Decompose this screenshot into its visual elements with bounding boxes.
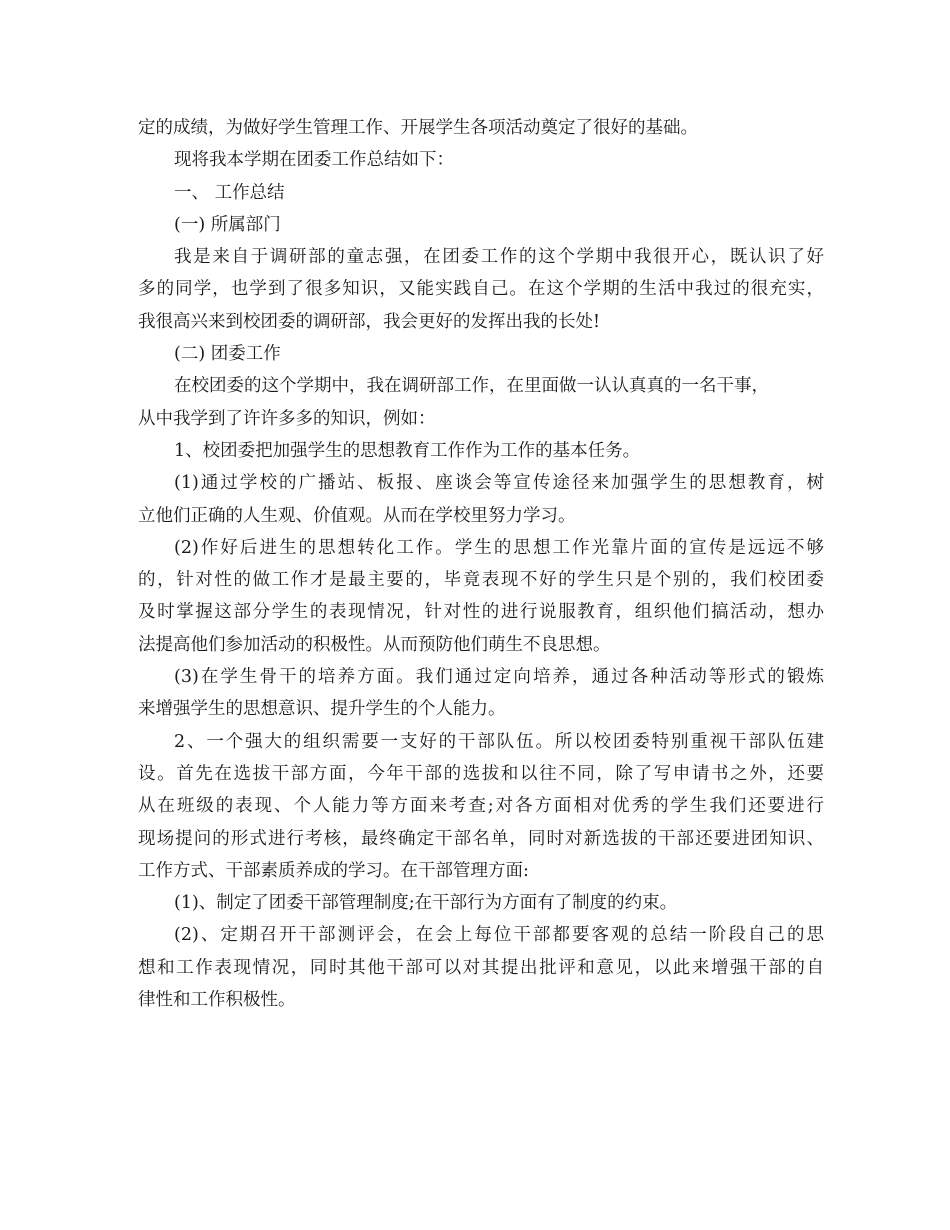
text-line: 在校团委的这个学期中，我在调研部工作，在里面做一认认真真的一名干事，: [174, 376, 769, 397]
text-line: 律性和工作积极性。: [138, 990, 296, 1011]
text-line: 想和工作表现情况，同时其他干部可以对其提出批评和意见，以此来增强干部的自: [138, 957, 824, 978]
text-line: 来增强学生的思想意识、提升学生的个人能力。: [138, 699, 506, 720]
text-line: 现将我本学期在团委工作总结如下：: [174, 150, 454, 171]
text-line: 的，针对性的做工作才是最主要的，毕竟表现不好的学生只是个别的，我们校团委: [138, 570, 824, 591]
text-line: 我很高兴来到校团委的调研部，我会更好的发挥出我的长处!: [138, 311, 601, 332]
document-body: [138, 112, 824, 1016]
text-line: 多的同学，也学到了很多知识，又能实践自己。在这个学期的生活中我过的很充实，: [138, 279, 824, 300]
text-line: 从中我学到了许许多多的知识，例如：: [138, 408, 436, 429]
text-line: (1)、制定了团委干部管理制度;在干部行为方面有了制度的约束。: [174, 893, 678, 914]
text-line: 设。首先在选拔干部方面，今年干部的选拔和以往不同，除了写申请书之外，还要: [138, 763, 824, 784]
section-heading: 一、 工作总结: [174, 182, 285, 203]
text-line: (3)在学生骨干的培养方面。我们通过定向培养，通过各种活动等形式的锻炼: [174, 667, 824, 688]
text-line: (2)作好后进生的思想转化工作。学生的思想工作光靠片面的宣传是远远不够: [174, 537, 824, 558]
text-line: 定的成绩，为做好学生管理工作、开展学生各项活动奠定了很好的基础。: [138, 118, 698, 138]
text-line: 及时掌握这部分学生的表现情况，针对性的进行说服教育，组织他们搞活动，想办: [138, 602, 824, 623]
text-line: (1)通过学校的广播站、板报、座谈会等宣传途径来加强学生的思想教育，树: [174, 473, 824, 494]
text-line: 1、校团委把加强学生的思想教育工作作为工作的基本任务。: [174, 440, 641, 461]
subsection-heading: (一) 所属部门: [174, 214, 281, 235]
text-line: 工作方式、干部素质养成的学习。在干部管理方面:: [138, 860, 529, 881]
text-line: 立他们正确的人生观、价值观。从而在学校里努力学习。: [138, 505, 576, 526]
text-line: 我是来自于调研部的童志强，在团委工作的这个学期中我很开心，既认识了好: [174, 247, 824, 268]
text-line: 现场提问的形式进行考核，最终确定干部名单，同时对新选拔的干部还要进团知识、: [138, 828, 824, 849]
text-line: 2、一个强大的组织需要一支好的干部队伍。所以校团委特别重视干部队伍建: [174, 731, 824, 752]
subsection-heading: (二) 团委工作: [174, 344, 281, 365]
text-line: (2)、定期召开干部测评会，在会上每位干部都要客观的总结一阶段自己的思: [174, 925, 824, 946]
text-line: 法提高他们参加活动的积极性。从而预防他们萌生不良思想。: [138, 634, 611, 655]
text-line: 从在班级的表现、个人能力等方面来考查;对各方面相对优秀的学生我们还要进行: [138, 796, 824, 817]
